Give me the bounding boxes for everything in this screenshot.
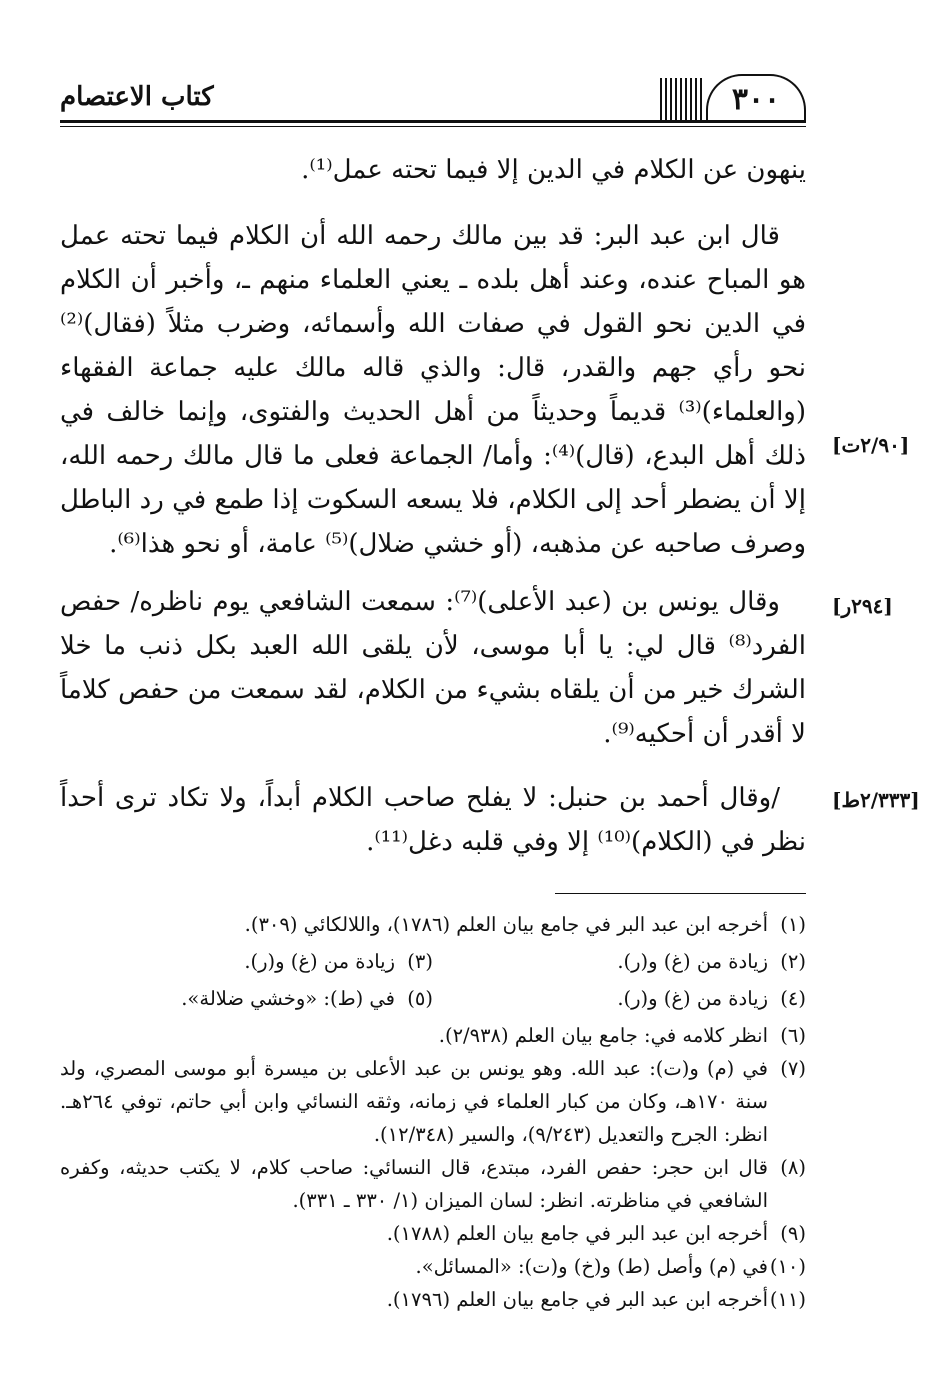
footnote-number: (٩) xyxy=(780,1222,806,1245)
paragraph-3: وقال يونس بن (عبد الأعلى)⁽⁷⁾: سمعت الشافعي يوم ناظره/ حفص الفرد⁽⁸⁾ قال لي: يا أبا موسى، لأن يلقى الله العبد بكل ذنب ما خلا الشرك خير من أن يلقاه بشيء من الكلام، لقد سمعت من حفص كلاماً لا أقدر أن أحكيه⁽⁹⁾. xyxy=(60,587,806,749)
footnote-5 xyxy=(60,982,433,1015)
footnote-text: أخرجه ابن عبد البر في جامع بيان العلم (١٧٨٦)، واللالكائي (٣٠٩). xyxy=(244,913,768,936)
footnote-text: قال ابن حجر: حفص الفرد، مبتدع، قال النسائي: صاحب كلام، لا يكتب حديثه، وكفره الشافعي في مناظرته. انظر: لسان الميزان (١/ ٣٣٠ ـ ٣٣١). xyxy=(60,1156,768,1212)
footnote-row xyxy=(60,982,806,1015)
footnote-text: في (م) و(ت): عبد الله. وهو يونس بن عبد الأعلى بن ميسرة أبو موسى المصري، ولد سنة ١٧٠هـ، وكان من كبار العلماء في زمانه، وثقه النسائي وابن أبي حاتم، توفي ٢٦٤هـ. انظر: الجرح والتعديل (٩/٢٤٣)، والسير (١٢/٣٤٨). xyxy=(60,1057,768,1146)
page-number-frame xyxy=(706,74,806,122)
header-rule xyxy=(60,120,806,123)
footnote-text: انظر كلامه في: جامع بيان العلم (٢/٩٣٨). xyxy=(438,1024,768,1047)
header-ornament-bars xyxy=(660,78,702,120)
footnote-number: (٣) xyxy=(407,950,433,973)
footnote-number: (٧) xyxy=(780,1057,806,1080)
footnote-separator xyxy=(555,893,806,894)
footnotes xyxy=(60,908,806,1316)
paragraph-4: /وقال أحمد بن حنبل: لا يفلح صاحب الكلام أبداً، ولا تكاد ترى أحداً نظر في (الكلام)⁽¹⁰⁾ إلا وفي قلبه دغل⁽¹¹⁾. xyxy=(60,783,806,857)
footnote-2 xyxy=(433,945,806,978)
footnote-text: زيادة من (غ) و(ر). xyxy=(617,950,768,973)
footnote-text: أخرجه ابن عبد البر في جامع بيان العلم (١٧٨٨). xyxy=(386,1222,768,1245)
footnote-text: أخرجه ابن عبد البر في جامع بيان العلم (١٧٩٦). xyxy=(386,1288,768,1311)
footnote-6 xyxy=(60,1019,806,1052)
footnote-10 xyxy=(60,1250,806,1283)
footnote-text: في (م) وأصل (ط) و(خ) و(ت): «المسائل». xyxy=(415,1255,768,1278)
footnote-number: (٦) xyxy=(780,1024,806,1047)
footnote-number: (١١) xyxy=(769,1288,806,1311)
page-number: ٣٠٠ xyxy=(731,81,781,117)
book-title: كتاب الاعتصام xyxy=(60,82,214,112)
footnote-text: زيادة من (غ) و(ر). xyxy=(617,987,768,1010)
footnote-number: (١) xyxy=(780,913,806,936)
footnote-7 xyxy=(60,1052,806,1151)
footnote-3 xyxy=(60,945,433,978)
footnote-number: (١٠) xyxy=(769,1255,806,1278)
footnote-text: في (ط): «وخشي ضلالة». xyxy=(181,987,395,1010)
header-rule-thin xyxy=(60,126,806,127)
margin-reference: [٢٩٤ر] xyxy=(832,594,893,618)
footnote-1 xyxy=(60,908,806,941)
footnote-number: (٥) xyxy=(407,987,433,1010)
footnote-8 xyxy=(60,1151,806,1217)
footnote-text: زيادة من (غ) و(ر). xyxy=(244,950,395,973)
footnote-11 xyxy=(60,1283,806,1316)
margin-reference: [٢/٩٠ت] xyxy=(832,433,910,457)
page-header xyxy=(60,62,806,132)
footnote-9 xyxy=(60,1217,806,1250)
paragraph-2: قال ابن عبد البر: قد بين مالك رحمه الله أن الكلام فيما تحته عمل هو المباح عنده، وعند أهل بلده ـ يعني العلماء منهم ـ، وأخبر أن الكلام في الدين نحو القول في صفات الله وأسمائه، وضرب مثلاً (فقال)⁽²⁾ نحو رأي جهم والقدر، قال: والذي قاله مالك عليه جماعة الفقهاء (والعلماء)⁽³⁾ قديماً وحديثاً من أهل الحديث والفتوى، وإنما خالف في ذلك أهل البدع، (قال)⁽⁴⁾: وأما/ الجماعة فعلى ما قال مالك رحمه الله، إلا أن يضطر أحد إلى الكلام، فلا يسعه السكوت إذا طمع في رد الباطل وصرف صاحبه عن مذهبه، (أو خشي ضلال)⁽⁵⁾ عامة، أو نحو هذا⁽⁶⁾. xyxy=(60,221,806,559)
footnote-number: (٤) xyxy=(780,987,806,1010)
footnote-number: (٢) xyxy=(780,950,806,973)
paragraph-1: ينهون عن الكلام في الدين إلا فيما تحته عمل⁽¹⁾. xyxy=(301,155,806,185)
footnote-4 xyxy=(433,982,806,1015)
footnote-number: (٨) xyxy=(780,1156,806,1179)
footnote-row xyxy=(60,945,806,978)
margin-reference: [٢/٣٣٣ط] xyxy=(832,788,920,812)
